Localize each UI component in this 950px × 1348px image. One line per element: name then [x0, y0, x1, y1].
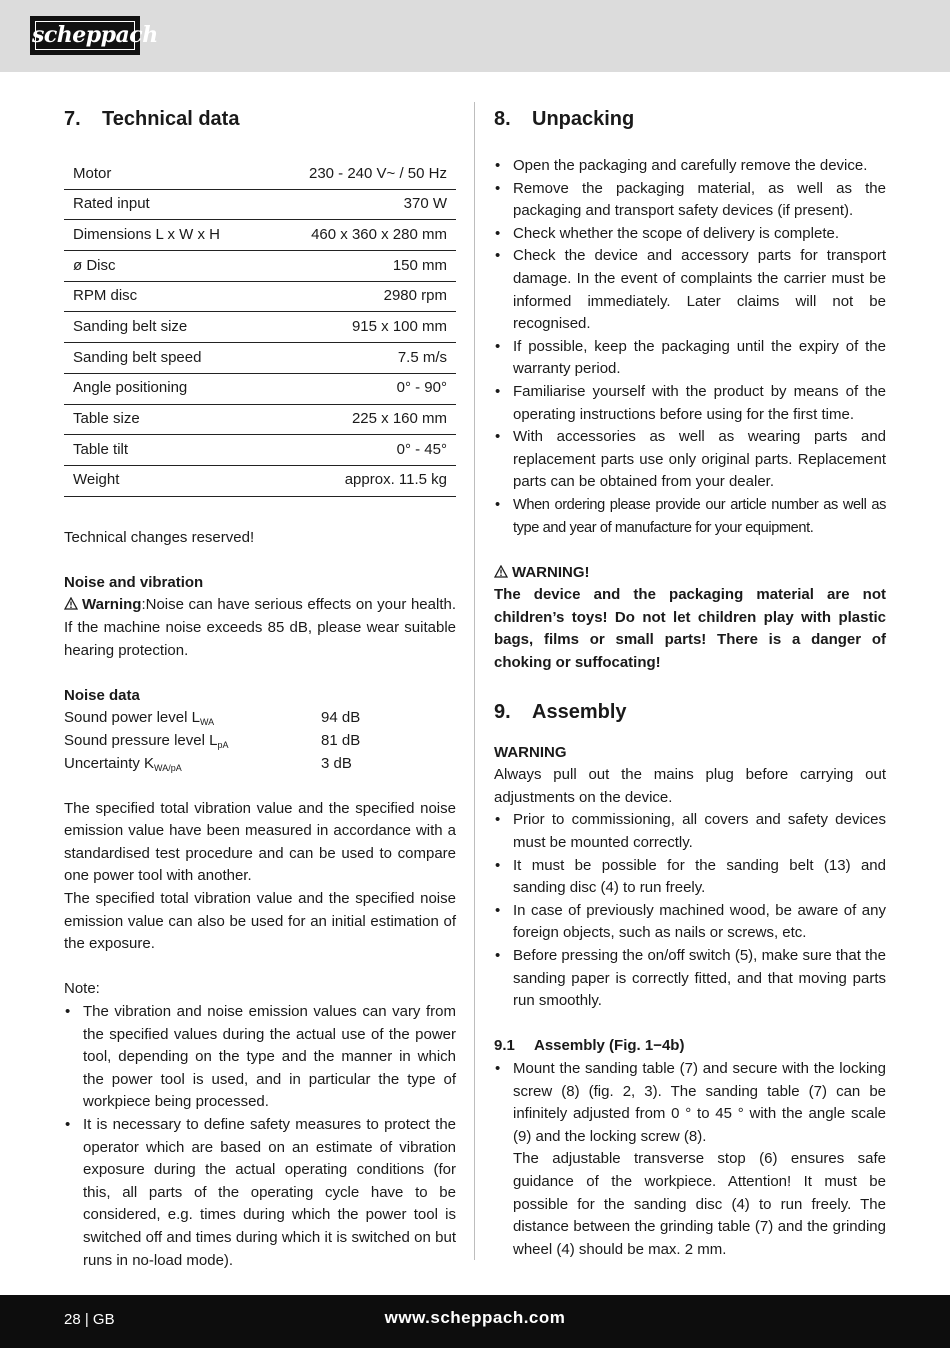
noise-data-heading: Noise data	[64, 686, 140, 704]
section-8-heading	[494, 104, 886, 134]
spec-row	[64, 373, 456, 404]
spec-row	[64, 220, 456, 251]
spec-value: 0° - 90°	[265, 373, 456, 404]
assembly-item: • In case of previously machined wood, be aware of any foreign objects, such as nails or screws, etc.	[494, 900, 886, 945]
noise-data-value: 94 dB	[321, 709, 361, 727]
noise-data-row	[64, 753, 456, 776]
unpacking-item: • Familiarise yourself with the product by means of the operating instructions before using for the first time.	[494, 381, 886, 426]
spec-value: 225 x 160 mm	[265, 404, 456, 435]
assembly-list	[494, 809, 886, 1012]
assembly-steps-list	[494, 1058, 886, 1261]
spec-label: Dimensions L x W x H	[64, 220, 265, 251]
spec-label: Angle positioning	[64, 373, 265, 404]
noise-label-subscript: WA/pA	[154, 762, 182, 773]
noise-label-text: Sound pressure level L	[64, 731, 218, 749]
left-column	[64, 104, 456, 1272]
spec-label: Table size	[64, 404, 265, 435]
assembly-step	[494, 1058, 886, 1261]
note-item: • It is necessary to define safety measures to protect the operator which are based on an estimate of vibration exposure during the actual operating conditions (for this, all parts of the operating cycle have to be considered, e.g. times during which the power tool is switched off and times during which it is switched on but runs in no-load mode).	[64, 1114, 456, 1272]
noise-label-subscript: pA	[217, 739, 229, 750]
vibration-paragraph-1: The specified total vibration value and the specified noise emission value have been measured in accordance with a standardised test procedure and can be used to compare one power tool with another.	[64, 799, 456, 885]
unpacking-item: • Remove the packaging material, as well as the packaging and transport safety devices (if present).	[494, 178, 886, 223]
noise-data-value: 81 dB	[321, 731, 361, 749]
warning-text: :Noise can have serious effects on your health. If the machine noise exceeds 85 dB, please wear suitable hearing protection.	[64, 596, 456, 659]
spec-label: Weight	[64, 465, 265, 496]
unpacking-item: • Open the packaging and carefully remove the device.	[494, 155, 886, 178]
spec-row	[64, 281, 456, 312]
assembly-warning-heading: WARNING	[494, 743, 567, 761]
spec-value: 230 - 240 V~ / 50 Hz	[265, 159, 456, 189]
warning-heading-text: WARNING!	[512, 563, 590, 581]
noise-data-value: 3 dB	[321, 754, 352, 772]
spec-row	[64, 404, 456, 435]
section-number: 7.	[64, 108, 81, 130]
page-number: 28 | GB	[64, 1311, 115, 1328]
spec-row	[64, 189, 456, 220]
noise-data-label	[64, 730, 321, 753]
assembly-item: • It must be possible for the sanding belt (13) and sanding disc (4) to run freely.	[494, 855, 886, 900]
subsection-title: Assembly (Fig. 1−4b)	[534, 1037, 685, 1055]
section-title: Technical data	[102, 108, 240, 130]
technical-data-table	[64, 159, 456, 497]
unpacking-item: • When ordering please provide our article number as well as type and year of manufacture for your equipment.	[494, 494, 886, 539]
noise-vibration-heading: Noise and vibration	[64, 573, 204, 591]
spec-row	[64, 251, 456, 282]
unpacking-item: • If possible, keep the packaging until the expiry of the warranty period.	[494, 336, 886, 381]
unpacking-item: • Check the device and accessory parts for transport damage. In the event of complaints the carrier must be informed immediately. Later claims will not be recognised.	[494, 245, 886, 335]
subsection-number: 9.1	[494, 1037, 515, 1055]
spec-row	[64, 343, 456, 374]
spec-value: 370 W	[265, 189, 456, 220]
section-title: Assembly	[532, 700, 627, 723]
logo-frame	[35, 21, 135, 50]
assembly-item: • Prior to commissioning, all covers and safety devices must be mounted correctly.	[494, 809, 886, 854]
scheppach-logo	[30, 16, 158, 55]
spec-row	[64, 465, 456, 496]
noise-label-subscript: WA	[199, 717, 215, 728]
spec-value: 460 x 360 x 280 mm	[265, 220, 456, 251]
section-9-heading	[494, 697, 886, 727]
unpacking-item: • Check whether the scope of delivery is complete.	[494, 223, 886, 246]
section-number: 9.	[494, 700, 511, 723]
noise-data-row	[64, 707, 456, 730]
spec-row	[64, 159, 456, 189]
vibration-paragraph-2: The specified total vibration value and the specified noise emission value can also be used for an initial estimation of the exposure.	[64, 890, 456, 953]
noise-data-label	[64, 753, 321, 776]
subsection-9-1-heading	[494, 1035, 886, 1058]
note-label: Note:	[64, 980, 100, 998]
section-title: Unpacking	[532, 108, 635, 130]
assembly-step-continued: The adjustable transverse stop (6) ensures safe guidance of the workpiece. Attention! It must be possible for the sanding disc (4) to run freely. The distance between the grinding table (7) and the grinding wheel (4) should be max. 2 mm.	[513, 1150, 886, 1258]
warning-triangle-icon	[64, 597, 78, 610]
noise-warning-paragraph	[64, 594, 456, 662]
right-column	[494, 104, 886, 1261]
noise-data-row	[64, 730, 456, 753]
spec-value: 915 x 100 mm	[265, 312, 456, 343]
packaging-warning-heading	[494, 562, 886, 585]
assembly-warning-text: Always pull out the mains plug before carrying out adjustments on the device.	[494, 766, 886, 806]
assembly-item: • Before pressing the on/off switch (5), make sure that the sanding paper is correctly fitted, and that moving parts run smoothly.	[494, 945, 886, 1013]
spec-label: Sanding belt size	[64, 312, 265, 343]
spec-label: Sanding belt speed	[64, 343, 265, 374]
noise-data-list	[64, 707, 456, 775]
warning-label: Warning	[82, 596, 142, 614]
spec-label: Rated input	[64, 189, 265, 220]
spec-label: RPM disc	[64, 281, 265, 312]
warning-triangle-icon	[494, 565, 508, 578]
packaging-warning-text: The device and the packaging material are not children’s toys! Do not let children play with plastic bags, films or small parts! There is a danger of choking or suffocating!	[494, 586, 886, 672]
spec-row	[64, 435, 456, 466]
assembly-step-text: Mount the sanding table (7) and secure with the locking screw (8) (fig. 2, 3). The sanding table (7) can be infinitely adjusted from 0 ° to 45 ° with the angle scale (9) and the locking screw (8).	[513, 1059, 886, 1145]
note-list	[64, 1001, 456, 1272]
website-link[interactable]: www.scheppach.com	[384, 1308, 566, 1327]
spec-label: ø Disc	[64, 251, 265, 282]
noise-label-text: Sound power level L	[64, 709, 200, 727]
footer-bar	[0, 1295, 950, 1348]
spec-value: 2980 rpm	[265, 281, 456, 312]
logo-text: scheppach	[32, 22, 158, 48]
unpacking-item: • With accessories as well as wearing parts and replacement parts use only original parts. Replacement parts can be obtained from your dealer.	[494, 426, 886, 494]
column-divider	[474, 102, 475, 1260]
noise-data-label	[64, 707, 321, 730]
noise-label-text: Uncertainty K	[64, 754, 155, 772]
spec-value: 150 mm	[265, 251, 456, 282]
unpacking-list	[494, 155, 886, 539]
spec-label: Table tilt	[64, 435, 265, 466]
technical-changes-note: Technical changes reserved!	[64, 528, 255, 546]
note-item: • The vibration and noise emission values can vary from the specified values during the actual use of the power tool, depending on the type and the manner in which the power tool is used, and in particular the type of workpiece being processed.	[64, 1001, 456, 1114]
spec-value: 7.5 m/s	[265, 343, 456, 374]
spec-label: Motor	[64, 159, 265, 189]
spec-value: 0° - 45°	[265, 435, 456, 466]
spec-row	[64, 312, 456, 343]
spec-value: approx. 11.5 kg	[265, 465, 456, 496]
section-7-heading	[64, 104, 456, 134]
section-number: 8.	[494, 108, 511, 130]
